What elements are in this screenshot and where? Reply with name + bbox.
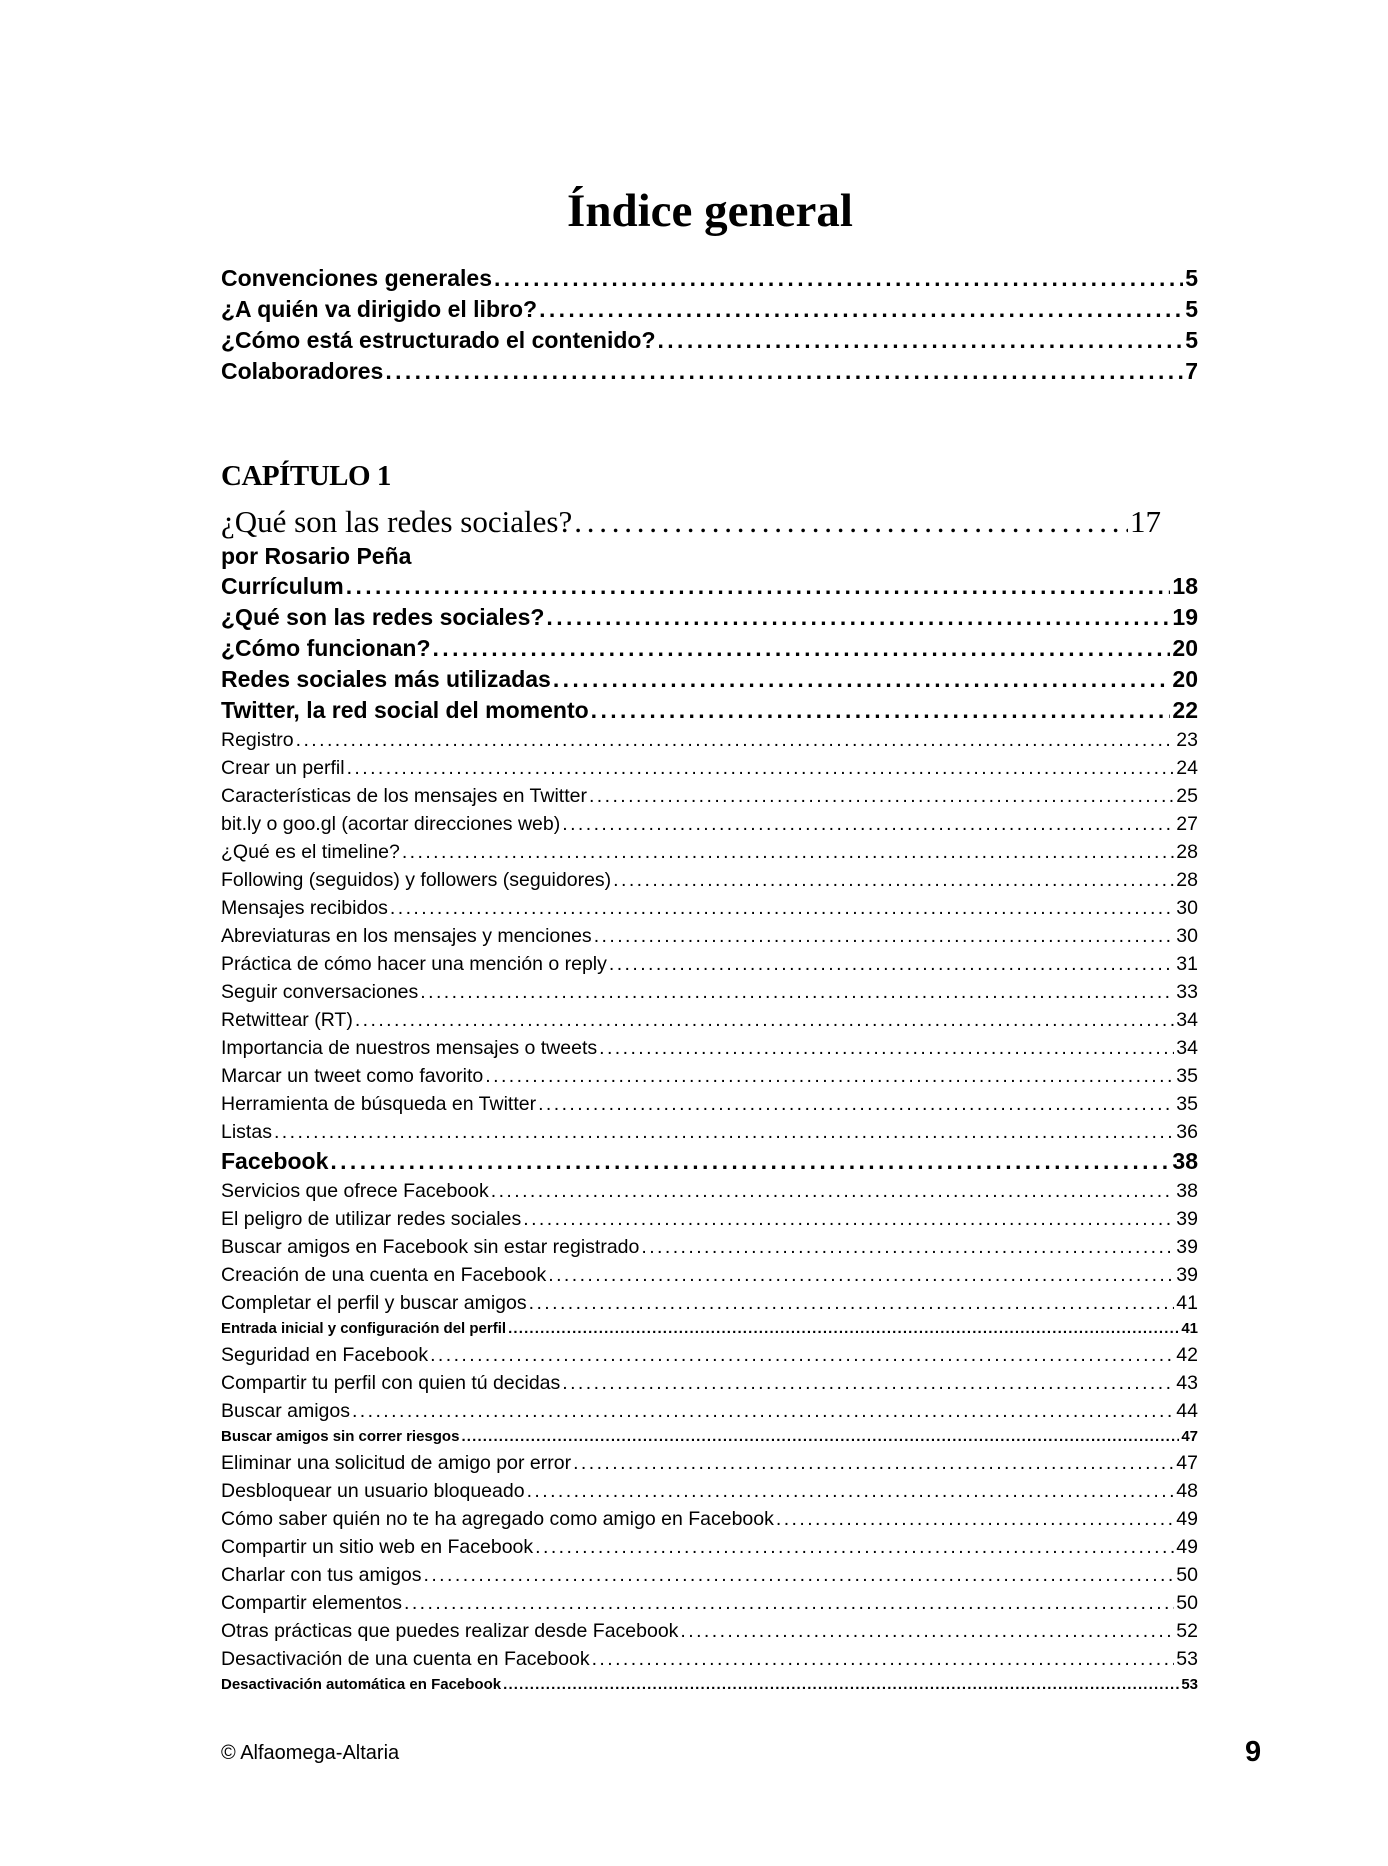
dot-leader (535, 1533, 1174, 1561)
dot-leader (680, 1617, 1174, 1645)
chapter-title: ¿Qué son las redes sociales? (221, 504, 573, 539)
toc-entry[interactable] (221, 1533, 1198, 1561)
toc-entry-title: Práctica de cómo hacer una mención o reply (221, 953, 607, 975)
chapter-page: 17 (1130, 504, 1161, 539)
toc-entry-page: 44 (1176, 1400, 1198, 1422)
toc-entry[interactable] (221, 1118, 1198, 1146)
toc-entry-title: Buscar amigos en Facebook sin estar registrado (221, 1236, 640, 1258)
toc-entry[interactable] (221, 1617, 1198, 1645)
toc-entry[interactable] (221, 754, 1198, 782)
toc-entry[interactable] (221, 1449, 1198, 1477)
toc-entry-page: 30 (1176, 897, 1198, 919)
toc-entry-title: Completar el perfil y buscar amigos (221, 1292, 527, 1314)
footer-copyright: © Alfaomega-Altaria (221, 1742, 400, 1764)
toc-entry-title: Herramienta de búsqueda en Twitter (221, 1093, 537, 1115)
toc-entry[interactable] (221, 263, 1198, 294)
toc-entry-page: 53 (1176, 1648, 1198, 1670)
toc-entry[interactable] (221, 664, 1198, 695)
toc-entry[interactable] (221, 571, 1198, 602)
toc-entry-title: Características de los mensajes en Twitter (221, 785, 587, 807)
dot-leader (508, 1317, 1179, 1341)
chapter-label: CAPÍTULO 1 (221, 460, 391, 492)
toc-entry-page: 35 (1176, 1093, 1198, 1115)
toc-entry-title: Importancia de nuestros mensajes o tweets (221, 1037, 598, 1059)
toc-entry[interactable] (221, 1505, 1198, 1533)
toc-entry-page: 53 (1181, 1676, 1198, 1693)
toc-entry-page: 34 (1176, 1009, 1198, 1031)
toc-entry-title: Charlar con tus amigos (221, 1564, 422, 1586)
toc-entry-page: 5 (1185, 265, 1198, 291)
toc-entry[interactable] (221, 810, 1198, 838)
toc-entry-page: 49 (1176, 1508, 1198, 1530)
dot-leader (574, 502, 1128, 542)
toc-entry-title: ¿Qué son las redes sociales? (221, 604, 545, 630)
page-title: Índice general (567, 185, 853, 237)
dot-leader (424, 1561, 1175, 1589)
toc-entry-title: Crear un perfil (221, 757, 345, 779)
dot-leader (385, 356, 1183, 387)
dot-leader (274, 1118, 1174, 1146)
dot-leader (330, 1146, 1170, 1177)
toc-entry-title: bit.ly o goo.gl (acortar direcciones web) (221, 813, 561, 835)
toc-entry[interactable] (221, 1317, 1198, 1341)
toc-entry-title: Redes sociales más utilizadas (221, 666, 551, 692)
toc-entry-page: 24 (1176, 757, 1198, 779)
toc-entry-title: ¿Qué es el timeline? (221, 841, 400, 863)
toc-entry[interactable] (221, 1561, 1198, 1589)
toc-entry-title: Desactivación automática en Facebook (221, 1676, 502, 1693)
toc-entry-title: Registro (221, 729, 294, 751)
toc-entry-title: Twitter, la red social del momento (221, 697, 589, 723)
toc-entry-page: 41 (1181, 1320, 1198, 1337)
toc-entry-title: ¿A quién va dirigido el libro? (221, 296, 538, 322)
toc-entry-title: Seguridad en Facebook (221, 1344, 429, 1366)
toc-entry-page: 50 (1176, 1564, 1198, 1586)
toc-entry[interactable] (221, 1369, 1198, 1397)
dot-leader (390, 894, 1174, 922)
toc-entry-page: 18 (1172, 573, 1198, 599)
toc-entry-title: Abreviaturas en los mensajes y menciones (221, 925, 592, 947)
toc-entry[interactable] (221, 1146, 1198, 1177)
toc-entry-title: Creación de una cuenta en Facebook (221, 1264, 547, 1286)
toc-entry-page: 38 (1172, 1148, 1198, 1174)
dot-leader (592, 1645, 1175, 1673)
toc-entry-page: 30 (1176, 925, 1198, 947)
toc-entry-title: Cómo saber quién no te ha agregado como amigo en Facebook (221, 1508, 774, 1530)
toc-entry-title: Following (seguidos) y followers (seguidores) (221, 869, 612, 891)
toc-entry[interactable] (221, 1477, 1198, 1505)
page-number: 9 (1245, 1736, 1262, 1768)
toc-entry[interactable] (221, 1289, 1198, 1317)
toc-entry[interactable] (221, 1673, 1198, 1697)
toc-entry-title: Servicios que ofrece Facebook (221, 1180, 489, 1202)
toc-entry-title: Marcar un tweet como favorito (221, 1065, 484, 1087)
toc-entry-page: 28 (1176, 869, 1198, 891)
toc-entry-title: Buscar amigos (221, 1400, 350, 1422)
toc-entry-page: 34 (1176, 1037, 1198, 1059)
dot-leader (546, 602, 1170, 633)
dot-leader (538, 1090, 1174, 1118)
toc-entry[interactable] (221, 325, 1198, 356)
toc-entry[interactable] (221, 1062, 1198, 1090)
toc-entry-page: 47 (1181, 1428, 1198, 1445)
toc-entry-title: Convenciones generales (221, 265, 492, 291)
toc-entry-page: 23 (1176, 729, 1198, 751)
dot-leader (355, 1006, 1174, 1034)
toc-entry-title: Entrada inicial y configuración del perfil (221, 1320, 507, 1337)
toc-entry-title: Buscar amigos sin correr riesgos (221, 1428, 460, 1445)
dot-leader (347, 754, 1175, 782)
front-matter-list (221, 263, 1198, 387)
toc-entry-page: 22 (1172, 697, 1198, 723)
toc-entry-title: Desbloquear un usuario bloqueado (221, 1480, 525, 1502)
toc-entry[interactable] (221, 838, 1198, 866)
toc-entry-title: ¿Cómo está estructurado el contenido? (221, 327, 656, 353)
toc-entry[interactable] (221, 950, 1198, 978)
toc-entry-title: Retwittear (RT) (221, 1009, 353, 1031)
toc-entry-title: Compartir elementos (221, 1592, 402, 1614)
dot-leader (404, 1589, 1174, 1617)
toc-entry-page: 39 (1176, 1264, 1198, 1286)
dot-leader (352, 1397, 1174, 1425)
toc-entry[interactable] (221, 695, 1198, 726)
dot-leader (641, 1233, 1174, 1261)
toc-entry-title: Eliminar una solicitud de amigo por error (221, 1452, 572, 1474)
toc-entry[interactable] (221, 782, 1198, 810)
chapter-toc-list (221, 571, 1198, 1697)
toc-entry-page: 49 (1176, 1536, 1198, 1558)
toc-entry-title: Seguir conversaciones (221, 981, 419, 1003)
toc-entry[interactable] (221, 922, 1198, 950)
toc-entry-page: 39 (1176, 1236, 1198, 1258)
dot-leader (562, 810, 1174, 838)
toc-entry[interactable] (221, 1341, 1198, 1369)
toc-entry-page: 19 (1172, 604, 1198, 630)
toc-entry-page: 38 (1176, 1180, 1198, 1202)
toc-entry-page: 5 (1185, 327, 1198, 353)
toc-entry-title: Mensajes recibidos (221, 897, 388, 919)
toc-entry[interactable] (221, 1205, 1198, 1233)
dot-leader (573, 1449, 1174, 1477)
toc-entry-page: 28 (1176, 841, 1198, 863)
dot-leader (562, 1369, 1174, 1397)
dot-leader (553, 664, 1171, 695)
toc-entry-page: 52 (1176, 1620, 1198, 1642)
toc-entry-page: 41 (1176, 1292, 1198, 1314)
dot-leader (589, 782, 1174, 810)
toc-entry-page: 27 (1176, 813, 1198, 835)
toc-entry-page: 50 (1176, 1592, 1198, 1614)
toc-entry[interactable] (221, 866, 1198, 894)
toc-entry-page: 20 (1172, 635, 1198, 661)
toc-entry[interactable] (221, 1090, 1198, 1118)
dot-leader (296, 726, 1175, 754)
toc-entry[interactable] (221, 633, 1198, 664)
toc-entry[interactable] (221, 1006, 1198, 1034)
chapter-author: por Rosario Peña (221, 543, 412, 569)
dot-leader (776, 1505, 1174, 1533)
toc-entry-page: 20 (1172, 666, 1198, 692)
toc-entry-title: Colaboradores (221, 358, 384, 384)
toc-entry-title: Compartir tu perfil con quien tú decidas (221, 1372, 561, 1394)
toc-entry[interactable] (221, 1177, 1198, 1205)
toc-entry-title: El peligro de utilizar redes sociales (221, 1208, 522, 1230)
dot-leader (548, 1261, 1174, 1289)
toc-entry-title: Compartir un sitio web en Facebook (221, 1536, 534, 1558)
toc-entry-page: 31 (1176, 953, 1198, 975)
toc-entry-page: 48 (1176, 1480, 1198, 1502)
toc-entry-page: 35 (1176, 1065, 1198, 1087)
dot-leader (529, 1289, 1175, 1317)
toc-entry-page: 5 (1185, 296, 1198, 322)
dot-leader (402, 838, 1174, 866)
toc-entry-page: 42 (1176, 1344, 1198, 1366)
toc-entry[interactable] (221, 1261, 1198, 1289)
toc-entry-title: ¿Cómo funcionan? (221, 635, 431, 661)
dot-leader (658, 325, 1184, 356)
toc-entry-title: Facebook (221, 1148, 329, 1174)
toc-entry[interactable] (221, 1645, 1198, 1673)
toc-entry[interactable] (221, 1425, 1198, 1449)
dot-leader (594, 922, 1175, 950)
toc-entry-page: 47 (1176, 1452, 1198, 1474)
dot-leader (491, 1177, 1175, 1205)
toc-entry-page: 7 (1185, 358, 1198, 384)
dot-leader (420, 978, 1174, 1006)
toc-entry-page: 33 (1176, 981, 1198, 1003)
toc-entry[interactable] (221, 894, 1198, 922)
dot-leader (523, 1205, 1174, 1233)
chapter-title-entry[interactable] (221, 502, 1161, 542)
dot-leader (430, 1341, 1174, 1369)
toc-entry-page: 43 (1176, 1372, 1198, 1394)
toc-entry[interactable] (221, 294, 1198, 325)
dot-leader (591, 695, 1171, 726)
dot-leader (346, 571, 1171, 602)
dot-leader (485, 1062, 1174, 1090)
toc-entry-title: Desactivación de una cuenta en Facebook (221, 1648, 590, 1670)
dot-leader (503, 1673, 1179, 1697)
toc-entry[interactable] (221, 1233, 1198, 1261)
toc-entry-title: Otras prácticas que puedes realizar desde Facebook (221, 1620, 679, 1642)
toc-entry-page: 39 (1176, 1208, 1198, 1230)
dot-leader (539, 294, 1183, 325)
toc-entry-page: 36 (1176, 1121, 1198, 1143)
toc-entry[interactable] (221, 726, 1198, 754)
dot-leader (613, 866, 1174, 894)
dot-leader (433, 633, 1171, 664)
toc-entry[interactable] (221, 1589, 1198, 1617)
toc-entry[interactable] (221, 1034, 1198, 1062)
dot-leader (494, 263, 1183, 294)
toc-entry[interactable] (221, 1397, 1198, 1425)
toc-entry-page: 25 (1176, 785, 1198, 807)
dot-leader (461, 1425, 1179, 1449)
toc-entry[interactable] (221, 602, 1198, 633)
dot-leader (599, 1034, 1174, 1062)
toc-entry[interactable] (221, 978, 1198, 1006)
toc-entry[interactable] (221, 356, 1198, 387)
dot-leader (609, 950, 1174, 978)
toc-entry-title: Listas (221, 1121, 272, 1143)
toc-entry-title: Currículum (221, 573, 344, 599)
dot-leader (527, 1477, 1175, 1505)
